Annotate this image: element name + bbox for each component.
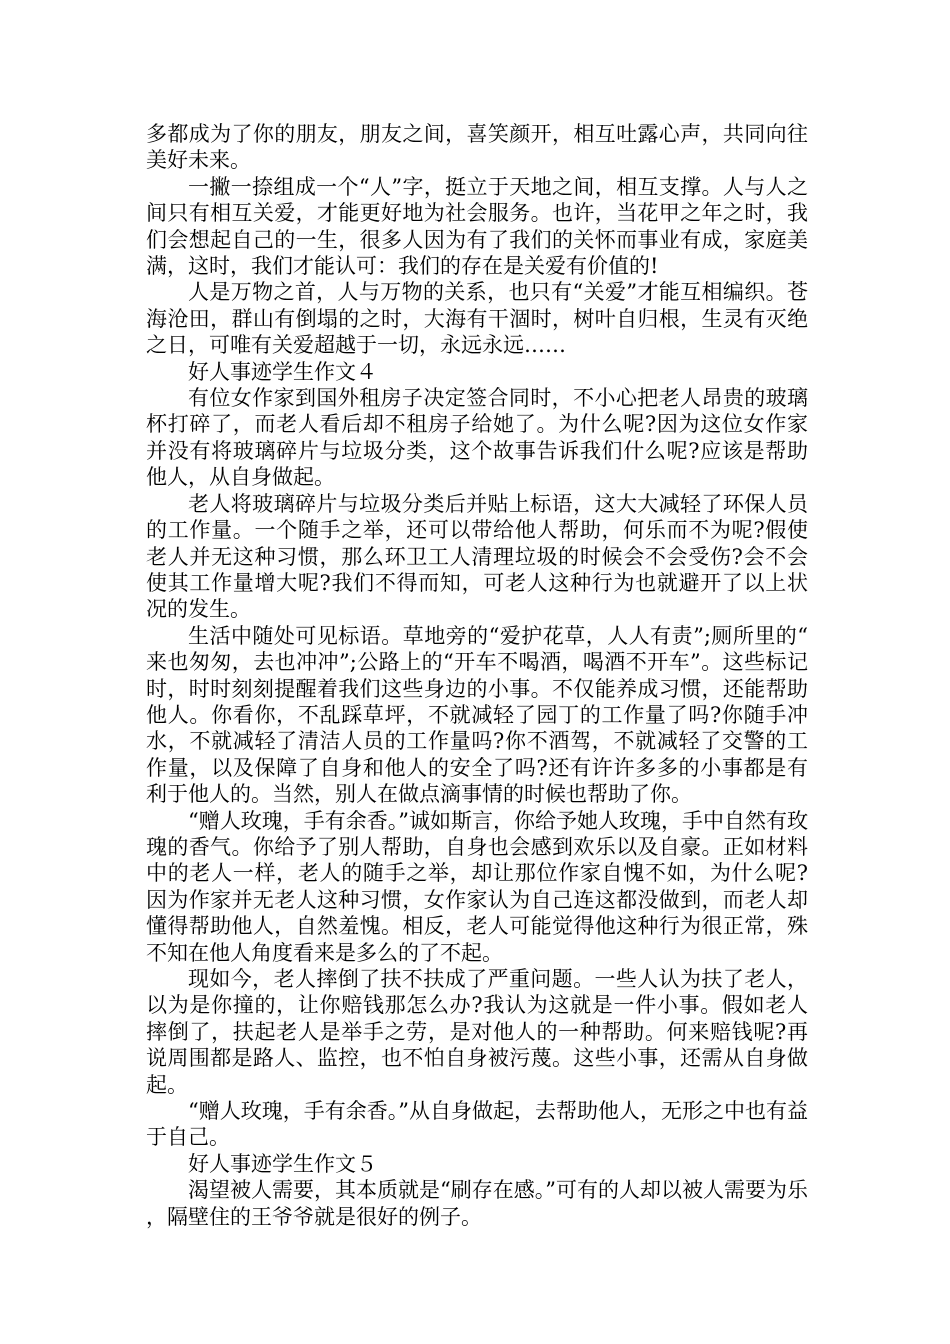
document-page: [146, 121, 808, 1230]
section-heading: 好人事迹学生作文４: [188, 359, 377, 384]
paragraph: 一撇一捺组成一个“人”字，挺立于天地之间，相互支撑。人与人之间只有相互关爱，才能更好地为社会服务。也许，当花甲之年之时，我们会想起自己的一生，很多人因为有了我们的关怀而事业有成，家庭美满，这时，我们才能认可：我们的存在是关爱有价值的!: [146, 174, 808, 279]
paragraph: 多都成为了你的朋友，朋友之间，喜笑颜开，相互吐露心声，共同向往美好未来。: [146, 122, 808, 173]
paragraph: “赠人玫瑰，手有余香。”诚如斯言，你给予她人玫瑰，手中自然有玫瑰的香气。你给予了别人帮助，自身也会感到欢乐以及自豪。正如材料中的老人一样，老人的随手之举，却让那位作家自愧不如，为什么呢?因为作家并无老人这种习惯，女作家认为自己连这都没做到，而老人却懂得帮助他人，自然羞愧。相反，老人可能觉得他这种行为很正常，殊不知在他人角度看来是多么的了不起。: [146, 808, 808, 965]
paragraph: 人是万物之首，人与万物的关系，也只有“关爱”才能互相编织。苍海沧田，群山有倒塌的之时，大海有干涸时，树叶自归根，生灵有灭绝之日，可唯有关爱超越于一切，永远永远……: [146, 280, 808, 358]
section-heading: 好人事迹学生作文５: [188, 1151, 377, 1176]
paragraph: 有位女作家到国外租房子决定签合同时，不小心把老人昂贵的玻璃杯打碎了，而老人看后却不租房子给她了。为什么呢?因为这位女作家并没有将玻璃碎片与垃圾分类，这个故事告诉我们什么呢?应该是帮助他人，从自身做起。: [146, 386, 808, 490]
paragraph: 老人将玻璃碎片与垃圾分类后并贴上标语，这大大减轻了环保人员的工作量。一个随手之举，还可以带给他人帮助，何乐而不为呢?假使老人并无这种习惯，那么环卫工人清理垃圾的时候会不会受伤?会不会使其工作量增大呢?我们不得而知，可老人这种行为也就避开了以上状况的发生。: [146, 491, 808, 622]
paragraph: 渴望被人需要，其本质就是“刷存在感。”可有的人却以被人需要为乐，隔壁住的王爷爷就是很好的例子。: [146, 1178, 808, 1229]
paragraph: 生活中随处可见标语。草地旁的“爱护花草，人人有责”;厕所里的“来也匆匆，去也冲冲”;公路上的“开车不喝酒，喝酒不开车”。这些标记时，时时刻刻提醒着我们这些身边的小事。不仅能养成习惯，还能帮助他人。你看你，不乱踩草坪，不就减轻了园丁的工作量了吗?你随手冲水，不就减轻了清洁人员的工作量吗?你不酒驾，不就减轻了交警的工作量，以及保障了自身和他人的安全了吗?还有许许多多的小事都是有利于他人的。当然，别人在做点滴事情的时候也帮助了你。: [146, 623, 808, 807]
paragraph: 现如今，老人摔倒了扶不扶成了严重问题。一些人认为扶了老人，以为是你撞的，让你赔钱那怎么办?我认为这就是一件小事。假如老人摔倒了，扶起老人是举手之劳，是对他人的一种帮助。何来赔钱呢?再说周围都是路人、监控，也不怕自身被污蔑。这些小事，还需从自身做起。: [146, 967, 808, 1097]
paragraph: “赠人玫瑰，手有余香。”从自身做起，去帮助他人，无形之中也有益于自己。: [146, 1099, 808, 1150]
